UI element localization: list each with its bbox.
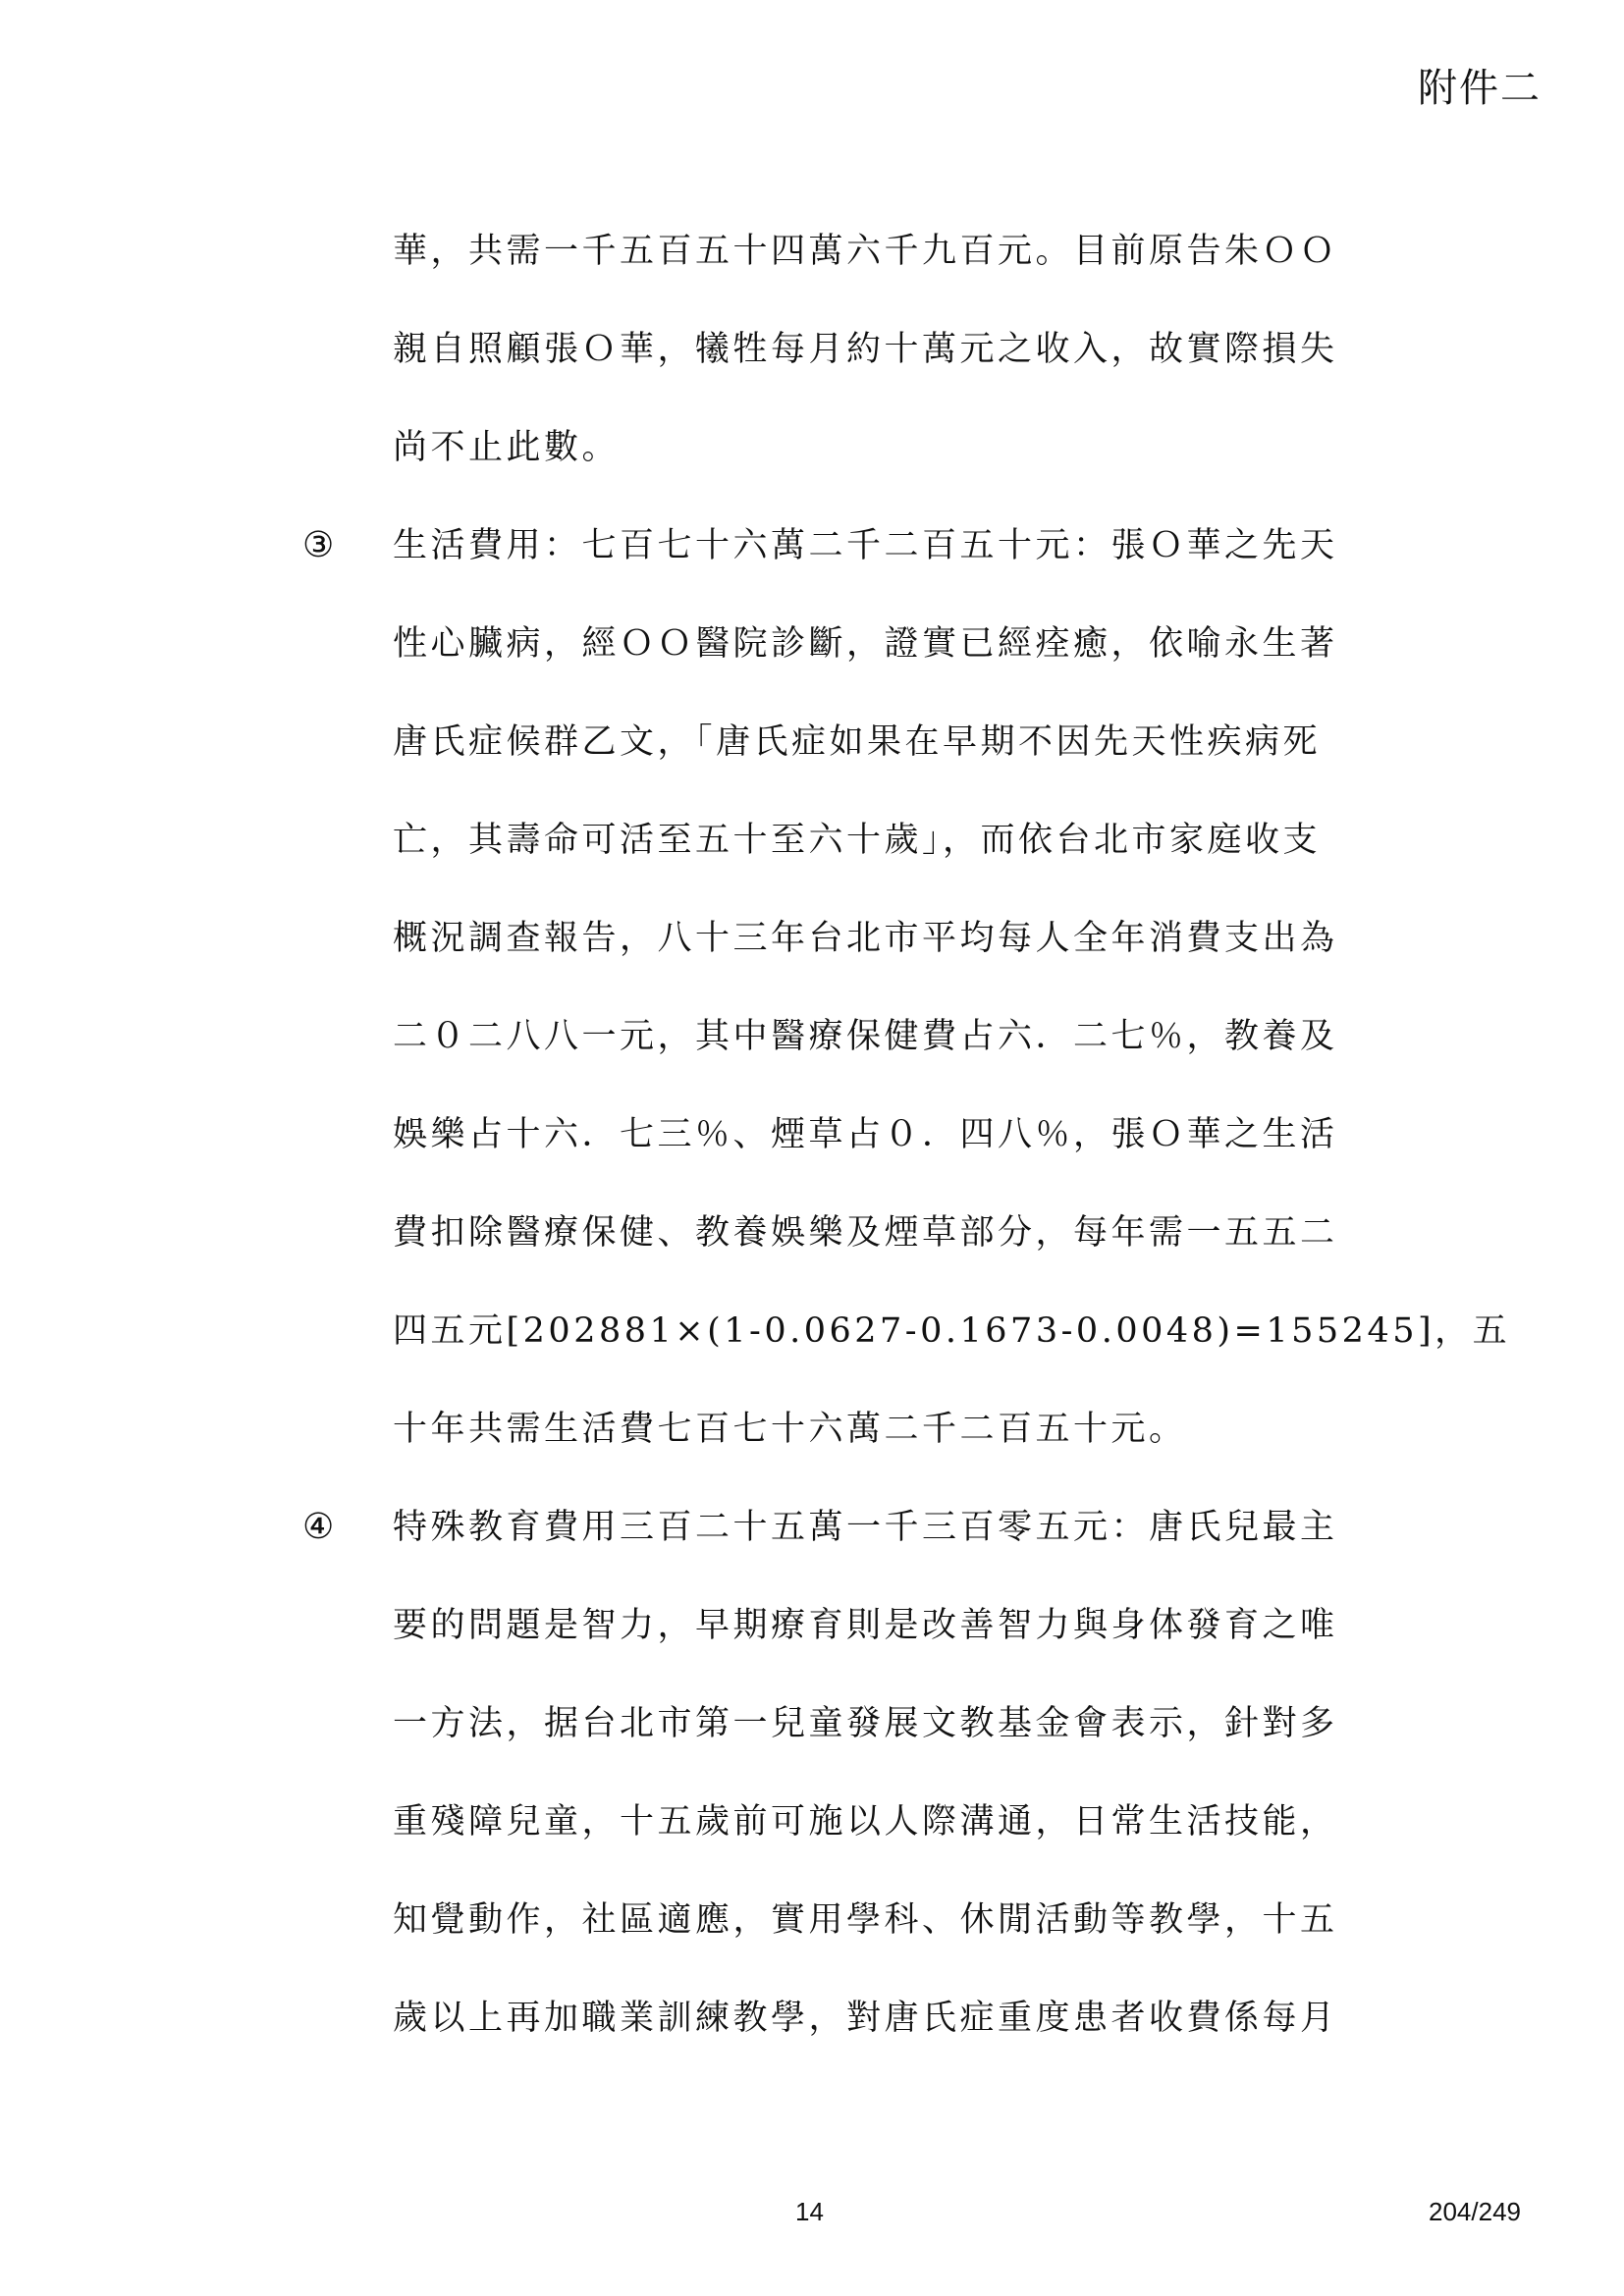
text-line: 要的問題是智力，早期療育則是改善智力與身体發育之唯 bbox=[393, 1606, 1338, 1645]
text-line: 亡，其壽命可活至五十至六十歲」，而依台北市家庭收支 bbox=[393, 821, 1322, 860]
text-line: 知覺動作，社區適應，實用學科、休閒活動等教學，十五 bbox=[393, 1900, 1338, 1940]
text-line: 性心臟病，經ＯＯ醫院診斷，證實已經痊癒，依喻永生著 bbox=[393, 624, 1338, 664]
item-3-marker: ③ bbox=[302, 525, 335, 565]
text-line: 十年共需生活費七百七十六萬二千二百五十元。 bbox=[393, 1410, 1187, 1449]
text-line: 生活費用：七百七十六萬二千二百五十元：張Ｏ華之先天 bbox=[393, 526, 1338, 565]
page-number: 14 bbox=[795, 2197, 824, 2226]
text-line: 二０二八八一元，其中醫療保健費占六．二七％，教養及 bbox=[393, 1017, 1338, 1056]
text-line: 親自照顧張Ｏ華，犧牲每月約十萬元之收入，故實際損失 bbox=[393, 330, 1338, 369]
text-line: 歲以上再加職業訓練教學，對唐氏症重度患者收費係每月 bbox=[393, 1999, 1338, 2038]
text-line: 尚不止此數。 bbox=[393, 428, 621, 467]
text-line: 娛樂占十六．七三％、煙草占０．四八％，張Ｏ華之生活 bbox=[393, 1115, 1338, 1154]
text-line: 四五元[202881×(1-0.0627-0.1673-0.0048)=155245]，五 bbox=[393, 1311, 1511, 1351]
item-4-marker: ④ bbox=[302, 1507, 335, 1547]
text-line: 概況調查報告，八十三年台北市平均每人全年消費支出為 bbox=[393, 919, 1338, 958]
text-line: 唐氏症候群乙文，「唐氏症如果在早期不因先天性疾病死 bbox=[393, 722, 1322, 762]
attachment-label: 附件二 bbox=[1418, 67, 1542, 110]
page-count: 204/249 bbox=[1429, 2197, 1521, 2226]
text-line: 特殊教育費用三百二十五萬一千三百零五元：唐氏兒最主 bbox=[393, 1508, 1338, 1547]
text-line: 華，共需一千五百五十四萬六千九百元。目前原告朱ＯＯ bbox=[393, 232, 1338, 271]
text-line: 一方法，据台北市第一兒童發展文教基金會表示，針對多 bbox=[393, 1704, 1338, 1743]
text-line: 重殘障兒童，十五歲前可施以人際溝通，日常生活技能， bbox=[393, 1802, 1338, 1842]
text-line: 費扣除醫療保健、教養娛樂及煙草部分，每年需一五五二 bbox=[393, 1213, 1338, 1253]
